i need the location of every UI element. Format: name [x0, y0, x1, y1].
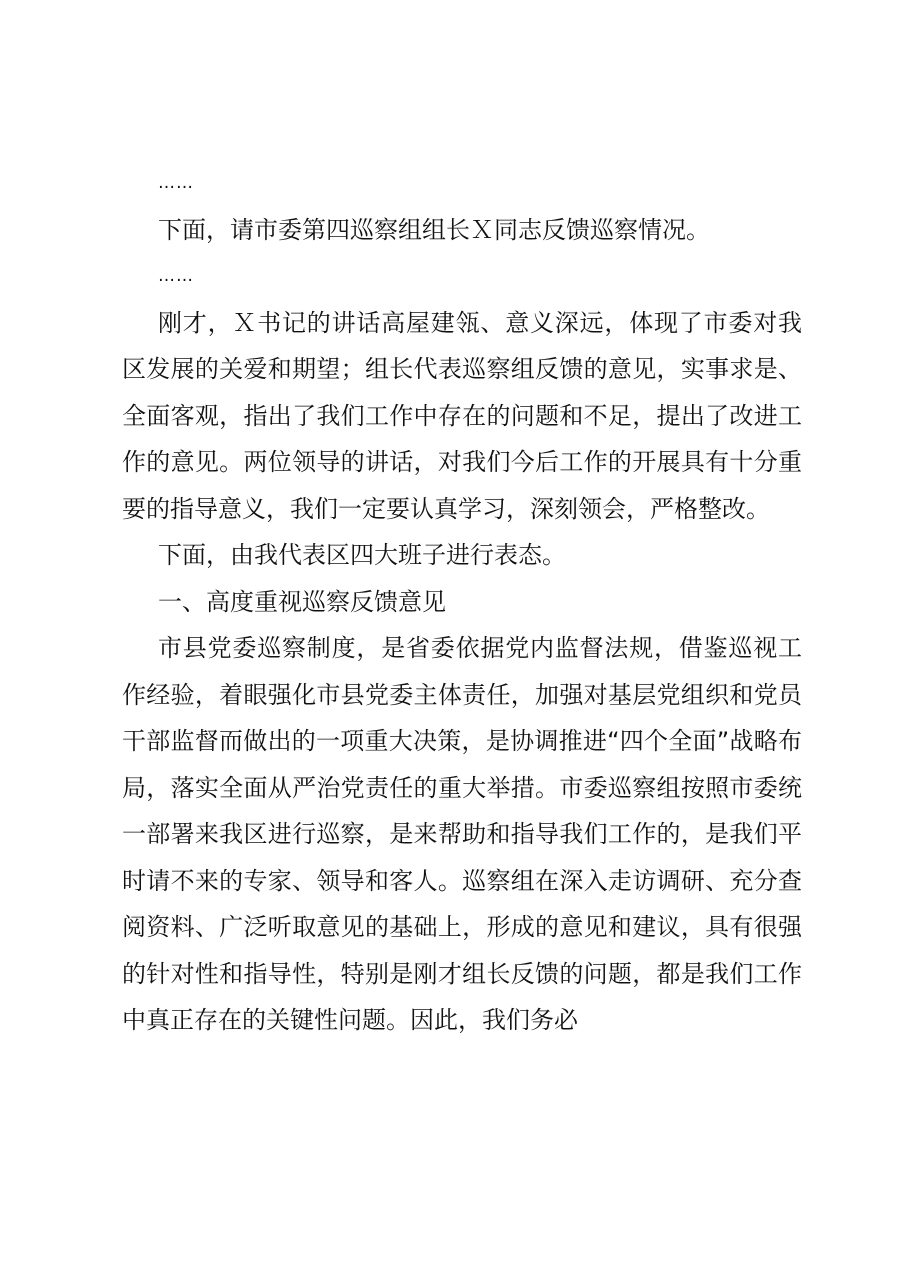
- ellipsis-paragraph: ……: [158, 266, 194, 286]
- body-paragraph: 市县党委巡察制度，是省委依据党内监督法规，借鉴巡视工作经验，着眼强化市县党委主体责任，加强对基层党组织和党员干部监督而做出的一项重大决策，是协调推进“四个全面”战略布局，落实全面从严治党责任的重大举措。市委巡察组按照市委统一部署来我区进行巡察，是来帮助和指导我们工作的，是我们平时请不来的专家、领导和客人。巡察组在深入走访调研、充分查阅资料、广泛听取意见的基础上，形成的意见和建议，具有很强的针对性和指导性，特别是刚才组长反馈的问题，都是我们工作中真正存在的关键性问题。因此，我们务必: [122, 634, 802, 1034]
- body-paragraph: 下面，由我代表区四大班子进行表态。: [158, 541, 566, 569]
- section-heading: 一、高度重视巡察反馈意见: [158, 587, 446, 616]
- body-paragraph: 下面，请市委第四巡察组组长Ｘ同志反馈巡察情况。: [158, 215, 710, 244]
- body-paragraph: 刚才，Ｘ书记的讲话高屋建瓴、意义深远，体现了市委对我区发展的关爱和期望；组长代表巡察组反馈的意见，实事求是、全面客观，指出了我们工作中存在的问题和不足，提出了改进工作的意见。两位领导的讲话，对我们今后工作的开展具有十分重要的指导意义，我们一定要认真学习，深刻领会，严格整改。: [122, 308, 802, 523]
- document-body: [122, 160, 802, 1044]
- ellipsis-paragraph: ……: [158, 173, 194, 193]
